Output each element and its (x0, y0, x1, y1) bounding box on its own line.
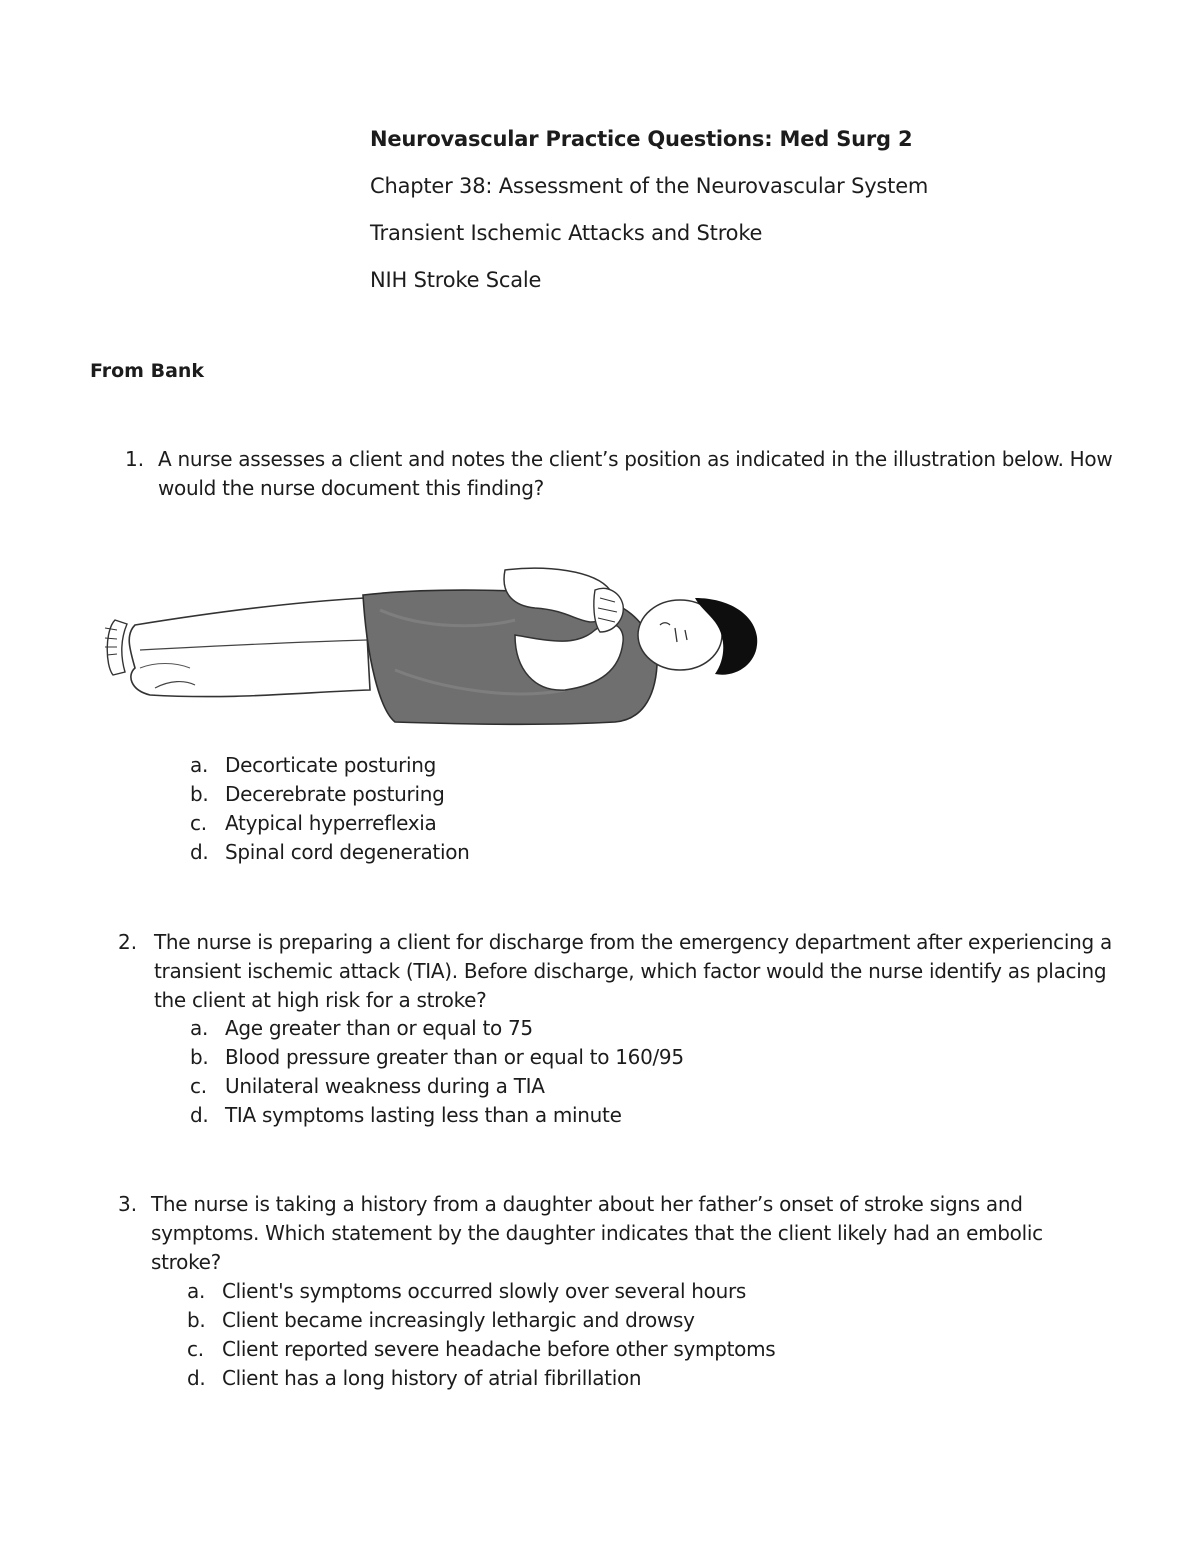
option-text: Client has a long history of atrial fibrillation (222, 1366, 642, 1390)
option-letter: c. (190, 811, 207, 835)
option-3b[interactable] (187, 1306, 775, 1335)
option-letter: a. (190, 1016, 209, 1040)
section-label: From Bank (90, 360, 205, 382)
option-text: Age greater than or equal to 75 (225, 1016, 533, 1040)
option-text: Spinal cord degeneration (225, 840, 470, 864)
option-text: Client became increasingly lethargic and drowsy (222, 1308, 695, 1332)
option-letter: b. (187, 1308, 206, 1332)
option-3a[interactable] (187, 1277, 775, 1306)
option-2d[interactable] (190, 1101, 684, 1130)
option-letter: b. (190, 1045, 209, 1069)
decorticate-posture-illustration (95, 550, 765, 740)
question-3 (118, 1190, 1118, 1277)
option-1d[interactable] (190, 838, 470, 867)
question-1-options (190, 751, 470, 867)
option-text: TIA symptoms lasting less than a minute (225, 1103, 622, 1127)
option-3c[interactable] (187, 1335, 775, 1364)
option-3d[interactable] (187, 1364, 775, 1393)
option-letter: d. (190, 1103, 209, 1127)
option-text: Client's symptoms occurred slowly over several hours (222, 1279, 747, 1303)
chapter-heading: Chapter 38: Assessment of the Neurovascular System (370, 174, 929, 198)
question-text: The nurse is taking a history from a daughter about her father’s onset of stroke signs and symptoms. Which statement by the daughter indicates that the client likely had an embolic stroke? (151, 1192, 1043, 1274)
option-text: Blood pressure greater than or equal to 160/95 (225, 1045, 684, 1069)
option-text: Client reported severe headache before other symptoms (222, 1337, 776, 1361)
patient-legs (129, 598, 370, 697)
topic-heading-tia: Transient Ischemic Attacks and Stroke (370, 221, 763, 245)
question-2 (118, 928, 1128, 1015)
option-2a[interactable] (190, 1014, 684, 1043)
option-2b[interactable] (190, 1043, 684, 1072)
option-letter: c. (187, 1337, 204, 1361)
question-3-options (187, 1277, 775, 1393)
question-number: 2. (118, 930, 138, 954)
document-title: Neurovascular Practice Questions: Med Surg 2 (370, 127, 913, 151)
topic-heading-nih: NIH Stroke Scale (370, 268, 542, 292)
option-letter: d. (187, 1366, 206, 1390)
option-letter: c. (190, 1074, 207, 1098)
option-letter: b. (190, 782, 209, 806)
option-text: Decorticate posturing (225, 753, 437, 777)
option-2c[interactable] (190, 1072, 684, 1101)
option-text: Atypical hyperreflexia (225, 811, 437, 835)
question-text: A nurse assesses a client and notes the client’s position as indicated in the illustration below. How would the nurse document this finding? (158, 447, 1113, 500)
question-number: 3. (118, 1192, 138, 1216)
option-letter: a. (190, 753, 209, 777)
option-text: Unilateral weakness during a TIA (225, 1074, 545, 1098)
question-number: 1. (125, 447, 145, 471)
option-1c[interactable] (190, 809, 470, 838)
option-letter: a. (187, 1279, 206, 1303)
option-text: Decerebrate posturing (225, 782, 445, 806)
question-1 (125, 445, 1125, 503)
option-1a[interactable] (190, 751, 470, 780)
question-2-options (190, 1014, 684, 1130)
option-1b[interactable] (190, 780, 470, 809)
question-text: The nurse is preparing a client for discharge from the emergency department after experiencing a transient ischemic attack (TIA). Before discharge, which factor would the nurse identify as placing the client at high risk for a stroke? (154, 930, 1112, 1012)
option-letter: d. (190, 840, 209, 864)
